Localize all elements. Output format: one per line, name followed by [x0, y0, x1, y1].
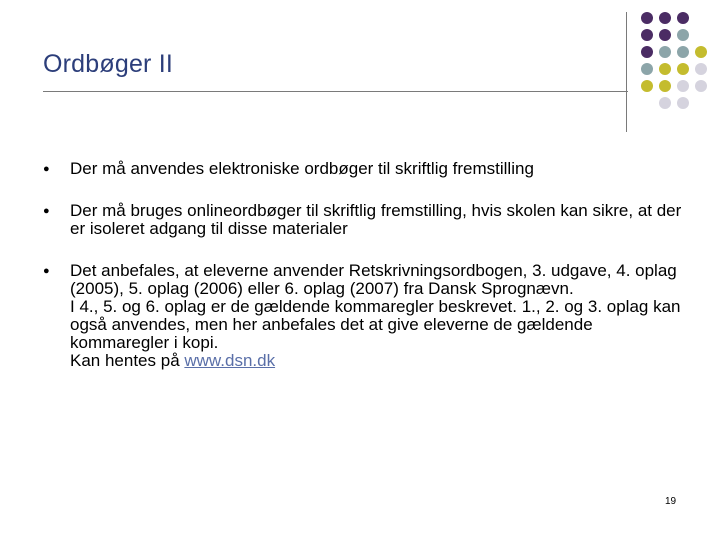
decor-dot — [641, 63, 653, 75]
bullet-text: Der må bruges onlineordbøger til skriftlig fremstilling, hvis skolen kan sikre, at der er isoleret adgang til disse materialer — [70, 201, 682, 238]
decor-dot — [677, 46, 689, 58]
bullet-item — [43, 262, 683, 370]
slide-title: Ordbøger II — [43, 50, 174, 78]
decor-dot — [695, 46, 707, 58]
decor-dot — [641, 46, 653, 58]
bullet-dot-icon: ● — [43, 205, 50, 217]
decor-dot — [677, 29, 689, 41]
decor-dot — [695, 63, 707, 75]
bullet-text: Der må anvendes elektroniske ordbøger til skriftlig fremstilling — [70, 159, 534, 178]
decor-dot — [641, 12, 653, 24]
decor-dot — [695, 80, 707, 92]
dsn-link[interactable]: www.dsn.dk — [184, 351, 276, 370]
decor-dot — [677, 63, 689, 75]
decor-dot — [659, 12, 671, 24]
decor-dot — [659, 80, 671, 92]
bullet-dot-icon: ● — [43, 163, 50, 175]
link-prefix-text: Kan hentes på — [70, 351, 185, 370]
bullet-list — [43, 160, 683, 394]
decor-dot — [677, 12, 689, 24]
bullet-text: Det anbefales, at eleverne anvender Retskrivningsordbogen, 3. udgave, 4. oplag (2005), 5. oplag (2006) eller 6. oplag (2007) fra Dansk Sprognævn. — [70, 261, 677, 298]
bullet-item — [43, 160, 683, 178]
decor-dot — [641, 80, 653, 92]
page-number: 19 — [665, 496, 677, 507]
decor-dot — [659, 29, 671, 41]
bullet-item — [43, 202, 683, 238]
bullet-text-continued: I 4., 5. og 6. oplag er de gældende kommaregler beskrevet. 1., 2. og 3. oplag kan også anvendes, men her anbefales det at give eleverne de gældende kommaregler i kopi. — [70, 297, 681, 352]
decor-dot — [677, 80, 689, 92]
bullet-dot-icon: ● — [43, 265, 50, 277]
decor-dot — [659, 63, 671, 75]
decor-dot — [659, 46, 671, 58]
corner-vertical-line — [626, 12, 627, 132]
bullet-text-link-line — [70, 352, 683, 370]
decor-dot — [641, 29, 653, 41]
decor-dot — [677, 97, 689, 109]
title-underline — [43, 91, 628, 92]
decor-dot — [659, 97, 671, 109]
